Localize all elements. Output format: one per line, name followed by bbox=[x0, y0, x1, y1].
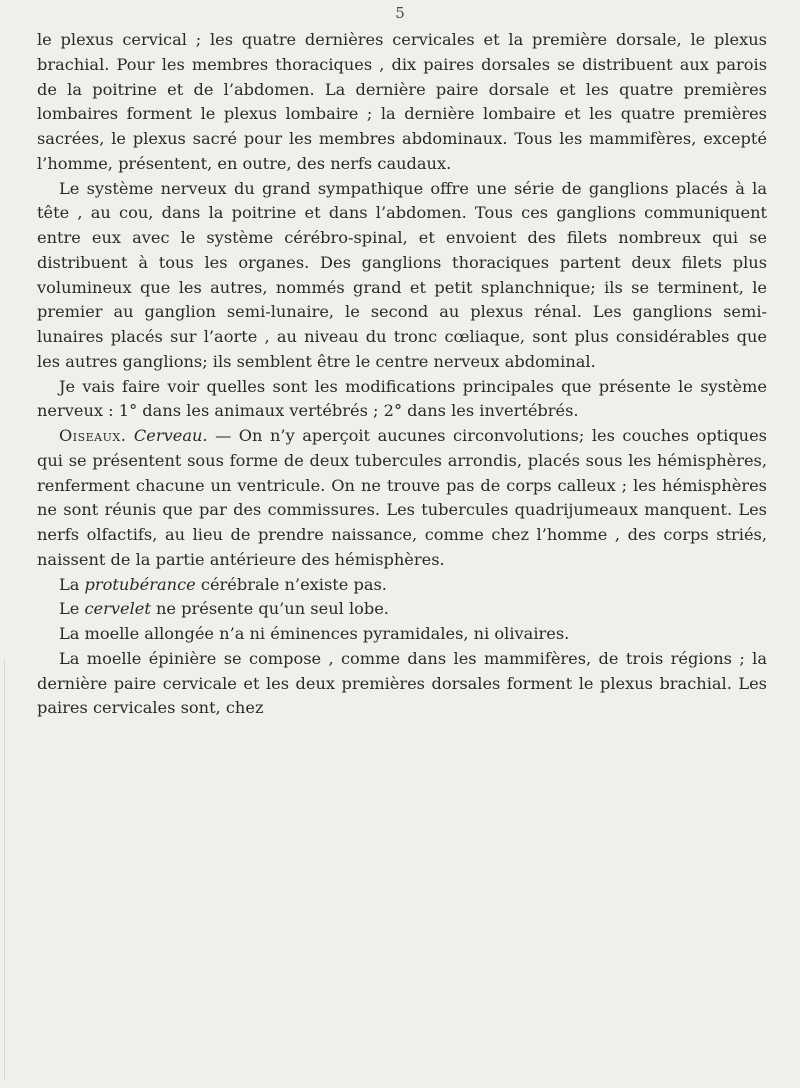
paragraph-4-text: — On n’y aperçoit aucunes circonvolutions; les couches optiques qui se présentent sous forme de deux tubercules arrondis, placés sous les hémisphères, renferment chacune un ventricule. On ne trouve pas de corps calleux ; les hémisphères ne sont réunis que par des commissures. Les tubercules quadrijumeaux manquent. Les nerfs olfactifs, au lieu de prendre naissance, comme chez l’homme , des corps striés, naissent de la partie antérieure des hémisphères. bbox=[37, 426, 767, 569]
paragraph-5-text: cérébrale n’existe pas. bbox=[195, 574, 387, 594]
paragraph-6-italic: cervelet bbox=[84, 599, 151, 619]
paragraph-7: La moelle allongée n’a ni éminences pyramidales, ni olivaires. bbox=[59, 624, 570, 643]
paragraph-5-italic: protubérance bbox=[84, 574, 196, 594]
paragraph-6-text: ne présente qu’un seul lobe. bbox=[150, 599, 389, 619]
page-number: 5 bbox=[395, 4, 405, 22]
paragraph-3: Je vais faire voir quelles sont les modifications principales que présente le système nerveux : 1° dans les animaux vertébrés ; 2° dans les invertébrés. bbox=[37, 376, 767, 421]
page-body bbox=[37, 28, 767, 721]
paragraph-6-pre: Le bbox=[59, 599, 85, 619]
section-lead: Oiseaux. bbox=[59, 426, 127, 445]
paragraph-2: Le système nerveux du grand sympathique offre une série de ganglions placés à la tête , au cou, dans la poitrine et dans l’abdomen. Tous ces ganglions communiquent entre eux avec le système cérébro-spinal, et envoient des filets nombreux qui se distribuent à tous les organes. Des ganglions thoraciques partent deux filets plus volumineux que les autres, nommés grand et petit splanchnique; ils se terminent, le premier au ganglion semi-lunaire, le second au plexus rénal. Les ganglions semi-lunaires placés sur l’aorte , au niveau du tronc cœliaque, sont plus considérables que les autres ganglions; ils semblent être le centre nerveux abdominal. bbox=[37, 178, 767, 371]
paragraph-1: le plexus cervical ; les quatre dernières cervicales et la première dorsale, le plexus brachial. Pour les membres thoraciques , dix paires dorsales se distribuent aux parois de la poitrine et de l’abdomen. La dernière paire dorsale et les quatre premières lombaires forment le plexus lombaire ; la dernière lombaire et les quatre premières sacrées, le plexus sacré pour les membres abdominaux. Tous les mammifères, excepté l’homme, présentent, en outre, des nerfs caudaux. bbox=[37, 30, 767, 173]
paragraph-5 bbox=[37, 573, 767, 598]
paragraph-4 bbox=[37, 424, 767, 573]
paragraph-5-pre: La bbox=[59, 574, 85, 594]
page-edge-shadow bbox=[4, 660, 5, 1080]
paragraph-8: La moelle épinière se compose , comme dans les mammifères, de trois régions ; la dernière paire cervicale et les deux premières dorsales forment le plexus brachial. Les paires cervicales sont, chez bbox=[37, 648, 767, 718]
paragraph-6 bbox=[37, 597, 767, 622]
section-subtitle: Cerveau. bbox=[133, 426, 208, 445]
